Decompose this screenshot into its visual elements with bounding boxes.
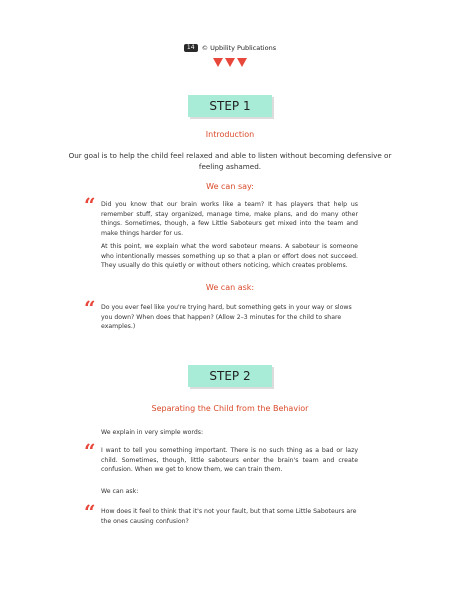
step-2-label: STEP 2 (209, 369, 251, 383)
quote-icon: “ (84, 296, 96, 320)
step-2-ask-label: We can ask: (101, 488, 139, 495)
step-2-say-paragraph: I want to tell you something important. There is no such thing as a bad or lazy child. Sometimes, though, little saboteurs enter the brain's team and create confusion. When we get to know them, we can train them. (101, 447, 358, 474)
step-2-badge (188, 365, 272, 387)
quote-icon: “ (84, 193, 96, 217)
step-2-subtitle: Separating the Child from the Behavior (151, 404, 309, 413)
quote-icon: “ (84, 439, 96, 463)
step-2-intro: We explain in very simple words: (101, 429, 204, 436)
triangle-icon (225, 58, 235, 67)
triangle-icon (213, 58, 223, 67)
quote-icon: “ (84, 500, 96, 524)
ask-paragraph: Do you ever feel like you're trying hard, but something gets in your way or slows you down? When does that happen? (Allow 2–3 minutes for the child to share examples.) (101, 304, 352, 331)
triangle-icon (237, 58, 247, 67)
step-2-ask-paragraph: How does it feel to think that it's not your fault, but that some Little Saboteurs are the ones causing confusion? (101, 508, 357, 525)
publisher-name: © Upbility Publications (201, 44, 277, 52)
decorative-arrows (0, 58, 460, 67)
step-1-subtitle: Introduction (205, 130, 255, 139)
say-paragraph-1: Did you know that our brain works like a team? It has players that help us remember stuff, stay organized, manage time, make plans, and do many other things. Sometimes, though, a few Little Saboteurs get mixed into the team and make things harder for us. (101, 201, 358, 237)
say-paragraph-2: At this point, we explain what the word saboteur means. A saboteur is someone who intentionally messes something up so that a plan or effort does not succeed. They usually do this quietly or without others noticing, which creates problems. (101, 243, 358, 270)
we-can-say-heading: We can say: (206, 182, 254, 191)
step-1-goal: Our goal is to help the child feel relaxed and able to listen without becoming defensive or feeling ashamed. (68, 151, 392, 171)
step-1-badge (188, 95, 272, 117)
page-header (0, 44, 460, 52)
step-1-label: STEP 1 (209, 99, 251, 113)
we-can-ask-heading: We can ask: (205, 283, 255, 292)
page-number: 14 (184, 44, 198, 52)
